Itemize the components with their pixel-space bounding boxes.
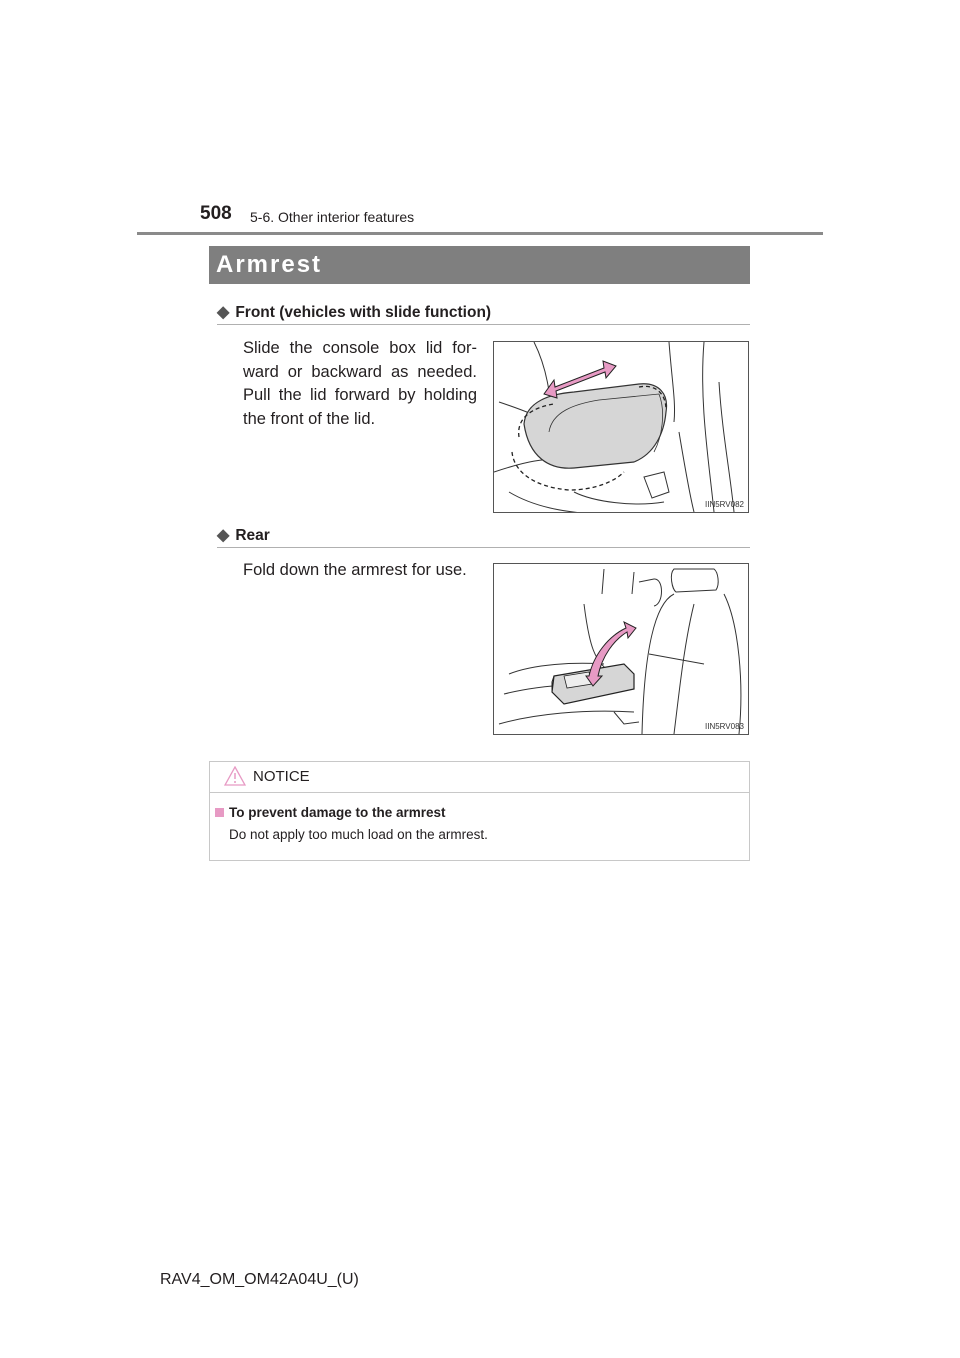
notice-label: NOTICE — [253, 768, 310, 785]
figure-front-armrest — [493, 341, 749, 513]
notice-item-title — [215, 805, 446, 820]
page-title: Armrest — [209, 246, 750, 284]
rear-armrest-illustration — [494, 564, 749, 735]
section-heading-rear — [217, 525, 750, 548]
figure-rear-armrest — [493, 563, 749, 735]
notice-item-text: Do not apply too much load on the armrest. — [229, 827, 488, 842]
diamond-icon: ◆ — [217, 304, 230, 321]
section-text-rear: Fold down the armrest for use. — [243, 561, 467, 579]
notice-item-title-text: To prevent damage to the armrest — [229, 805, 446, 820]
page-number: 508 — [200, 203, 232, 224]
square-icon — [215, 808, 224, 817]
diamond-icon: ◆ — [217, 527, 230, 544]
header-rule — [137, 232, 823, 235]
footer-doc-id: RAV4_OM_OM42A04U_(U) — [160, 1271, 359, 1288]
section-heading-front-label: Front (vehicles with slide function) — [235, 304, 492, 321]
warning-icon — [224, 766, 246, 791]
figure-code-front: IIN5RV082 — [705, 500, 744, 509]
section-heading-front — [217, 302, 750, 325]
section-path: 5-6. Other interior features — [250, 209, 415, 225]
notice-box — [209, 761, 750, 861]
section-heading-rear-label: Rear — [235, 527, 270, 544]
section-text-front: Slide the console box lid for-ward or backward as needed. Pull the lid forward by holding the front of the lid. — [243, 339, 477, 428]
notice-header — [210, 762, 749, 793]
front-armrest-illustration — [494, 342, 749, 513]
figure-code-rear: IIN5RV083 — [705, 722, 744, 731]
